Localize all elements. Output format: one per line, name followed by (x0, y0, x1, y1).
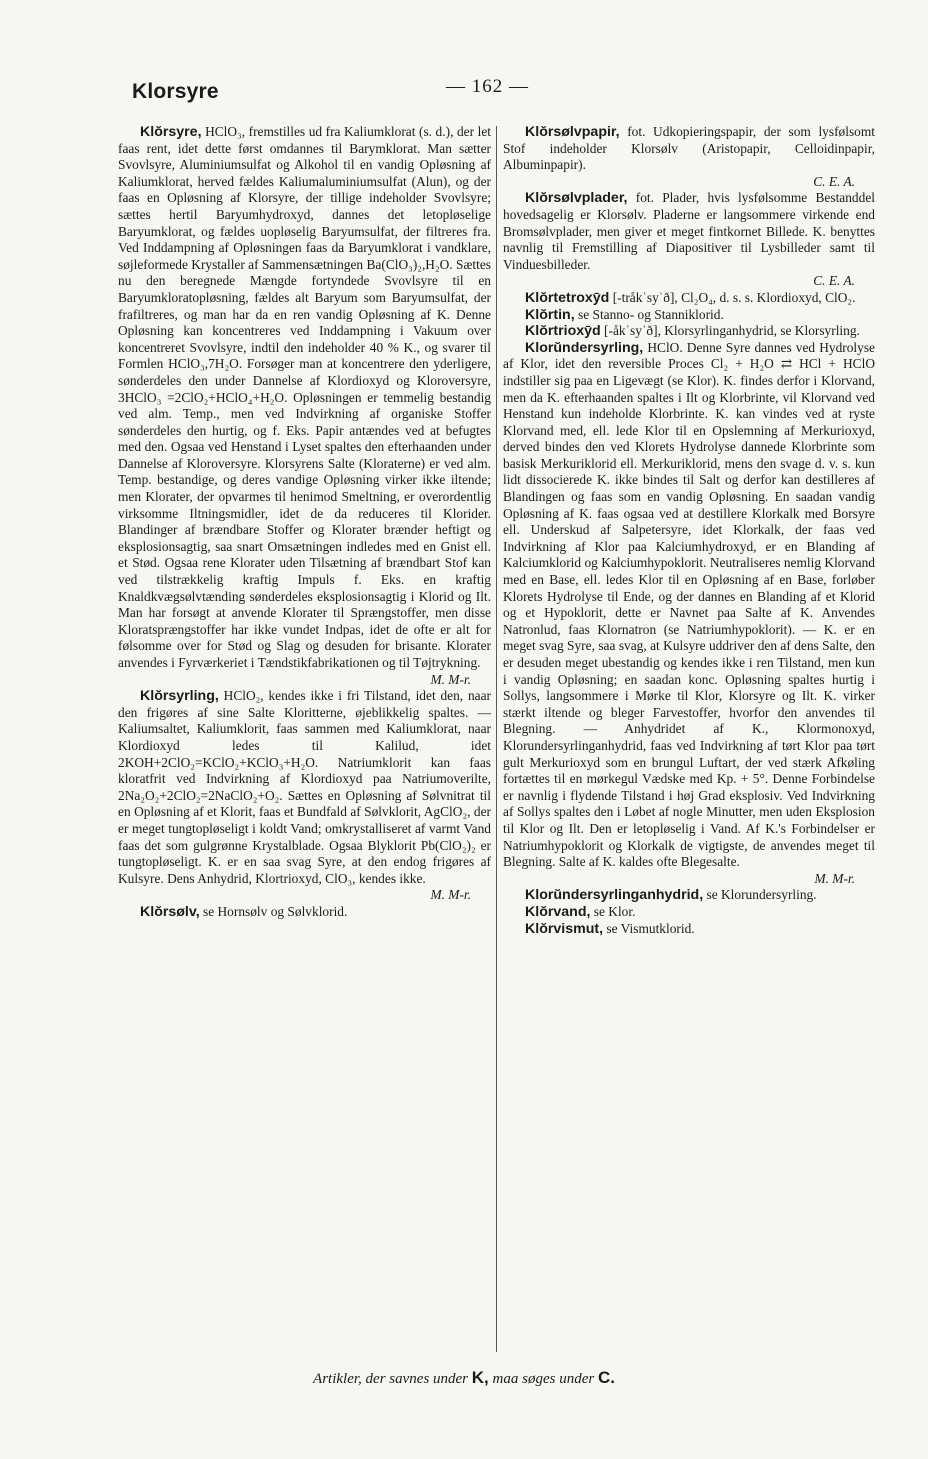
entry-klorsolvplader (503, 190, 875, 273)
entry-text: se Klor. (590, 903, 636, 919)
author-signature: M. M-r. (430, 887, 471, 903)
left-column (118, 124, 491, 921)
headword: Klŏrvand, (525, 903, 591, 920)
entry-text: HClO. Denne Syre dannes ved Hydrolyse af Klor, idet den reversible Proces Cl₂ + H₂O ⇄ HCl + HClO indstiller sig paa en Ligevægt (se Klor). K. findes derfor i Klorvand, men da K. efterhaanden spaltes i Ilt og Klorbrinte, vil Klorvand ved Henstand kun indeholde Klorbrinte. K. kan vindes ved at ryste Klorvand med, ell. lede Klor til en Opslemning af Merkurioxyd, derved bindes den ved Klorets Hydrolyse dannede Klorbrinte som basisk Merkuriklorid ell. Merkuriklorid, mens den svage d. v. s. kun lidt dissocierede K. ikke bindes til Salt og derfor kan destilleres af Blandingen og faas som en vandig Opløsning. En saadan vandig Opløsning af K. faas ogsaa ved at destillere Klorkalk med Borsyre ell. Underskud af Salpetersyre, idet Klorkalk, der faas ved Indvirkning af Klor paa Kalciumhydroxyd, er en Blanding af Kalciumklorid og Kalciumhypoklorit. Neutraliseres nemlig Klorvand med en Base, ell. ledes Klor til en Opløsning af en Base, forløber Klorets Hydrolyse til Ende, og der dannes en Blanding af et Klorid og et Hypoklorit, dette er Navnet paa Salte af K. Anvendes Natronlud, faas Klornatron (se Natriumhypoklorit). — K. er en meget svag Syre, saa svag, at Kulsyre uddriver den af dens Salte, den er desuden meget ubestandig og kendes ikke i ren Tilstand, men kun i vandig Opløsning; en saadan konc. Opløsning spaltes hurtig i Sollys, langsommere i Mørke til Klor, Klorsyre og Ilt. K. virker stærkt iltende og bleger Farvestoffer, hvorfor den anvendes til Blegning. — Anhydridet af K., Klormonoxyd, Klorundersyrlinganhydrid, faas ved Indvirkning af tørt Klor paa tørt gult Merkurioxyd som en brungul Luftart, der ved stærk Afkøling fortættes til en mørkegul Vædske med Kp. + 5°. Denne Forbindelse er navnlig i flydende Tilstand i høj Grad eksplosiv. Ved Indvirkning af Sollys spaltes den i Løbet af nogle Minutter, men uden Eksplosion til Klor og Ilt. Den er letopløselig i Vand. Af K.'s Forbindelser er Natriumhypoklorit og Klorkalk de vigtigste, de anvendes meget til Blegning. Salte af K. kaldes ofte Blegesalte. (503, 339, 875, 870)
entry-text: fot. Plader, hvis lysfølsomme Bestanddel hovedsagelig er Klorsølv. Pladerne er langsommere virkende end Bromsølvplader, men giver et meget fintkornet Billede. K. benyttes navnlig til Fremstilling af Diapositiver til Lysbilleder samt til Vinduesbilleder. (503, 190, 875, 272)
entry-klorvismut (503, 921, 875, 938)
entry-klorsyrling (118, 688, 491, 887)
column-divider (496, 126, 497, 1352)
footer-note (0, 1368, 928, 1388)
entry-klorsyre (118, 124, 491, 672)
author-signature: C. E. A. (813, 273, 855, 289)
entry-text: se Hornsølv og Sølvklorid. (199, 903, 348, 919)
entry-klorvand (503, 904, 875, 921)
author-signature: C. E. A. (813, 173, 855, 189)
entry-klortetroxyd (503, 290, 875, 307)
headword: Klorŭndersyrling, (525, 339, 644, 356)
entry-text: fot. Udkopieringspapir, der som lysfølsomt Stof indeholder Klorsølv (Aristopapir, Celloidinpapir, Albuminpapir). (503, 124, 875, 173)
entry-klortin (503, 307, 875, 324)
author-signature: M. M-r. (430, 671, 471, 687)
running-head-title: Klorsyre (132, 80, 219, 103)
entry-klorsolvpapir (503, 124, 875, 174)
footer-letter-c: C. (597, 1368, 615, 1387)
headword: Klŏrtrioxȳd (525, 323, 601, 340)
headword: Klŏrsyrling, (140, 688, 219, 705)
entry-klorundersyrling (503, 340, 875, 871)
entry-text: se Stanno- og Stanniklorid. (574, 306, 724, 322)
headword: Klŏrsyre, (140, 124, 202, 140)
entry-klorsolv (118, 904, 491, 921)
entry-klorundersyrlinganhydrid (503, 887, 875, 904)
headword: Klorŭndersyrlinganhydrid, (525, 887, 704, 904)
headword: Klŏrsølvplader, (525, 190, 628, 207)
entry-klortrioxyd (503, 323, 875, 340)
author-signature: M. M-r. (814, 870, 855, 886)
entry-text: se Vismutklorid. (603, 920, 695, 936)
entry-text: [-åkˈsyˈð], Klorsyrlinganhydrid, se Klorsyrling. (600, 323, 860, 339)
headword: Klŏrtin, (525, 306, 575, 323)
headword: Klŏrvismut, (525, 920, 604, 937)
footer-letter-k: K, (471, 1368, 489, 1387)
footer-text-before: Artikler, der savnes under (313, 1371, 472, 1387)
entry-text: HClO₂, kendes ikke i fri Tilstand, idet den, naar den frigøres af sine Salte Kloritterne, øjeblikkelig spaltes. — Kaliumsaltet, Kaliumklorit, faas sammen med Kaliumklorat, naar Klordioxyd ledes til Kalilud, idet 2KOH+2ClO₂=KClO₂+KClO₃+H₂O. Natriumklorit kan faas kloratfrit ved Indvirkning af Klordioxyd paa Natriumoverilte, 2Na₂O₂+2ClO₂=2NaClO₂+O₂. Sættes en Opløsning af Sølvnitrat til en Opløsning af et Klorit, faas et Bundfald af Sølvklorit, AgClO₂, der er meget tungtopløseligt i koldt Vand; omkrystalliseret af varmt Vand faas det som gulgrønne Krystalblade. Ogsaa Blyklorit Pb(ClO₂)₂ er tungtopløseligt. K. er en saa svag Syre, at den endog frigøres af Kulsyre. Dens Anhydrid, Klortrioxyd, ClO₃, kendes ikke. (118, 688, 491, 886)
right-column (503, 124, 875, 937)
headword: Klŏrsølv, (140, 903, 200, 920)
running-header (128, 72, 868, 106)
headword: Klŏrsølvpapir, (525, 124, 620, 140)
entry-text: se Klorundersyrling. (703, 887, 817, 903)
entry-text: HClO₃, fremstilles ud fra Kaliumklorat (s. d.), der let faas rent, idet dette først omdannes til Barymklorat. Man sætter Svovlsyre, Aluminiumsulfat og Alkohol til en vandig Opløsning af Kaliumklorat, herved fældes Kaliumaluminiumsulfat (Alun), og der faas en Opløsning af Klorsyre, der tillige indeholder Svovlsyre; sættes hertil Baryumhydroxyd, dannes det letopløselige Baryumklorat, og fældes uopløselig Baryumsulfat, der filtreres fra. Ved Inddampning af Opløsningen faas da Baryumklorat i vandklare, søjleformede Krystaller af Sammensætningen Ba(ClO₃)₂,H₂O. Sættes nu den beregnede Mængde fortyndede Svovlsyre til en Baryumkloratopløsning, fældes alt Baryum som Baryumsulfat, der frafiltreres, og man har da en ren vandig Opløsning af K. Denne Opløsning kan koncentreres ved Inddampning i Vakuum over koncentreret Svovlsyre, indtil den indeholder 40 % K., og svarer til Formlen HClO₃,7H₂O. Forsøger man at koncentrere den yderligere, sønderdeles den under Dannelse af Klordioxyd og Kloroversyre, 3HClO₃ =2ClO₂+HClO₄+H₂O. Opløsningen er temmelig bestandig ved alm. Temp., men ved Indvirkning af organiske Stoffer sønderdeles den hurtig, og f. Eks. Papir antændes ved at befugtes med den. Ogsaa ved Henstand i Lyset spaltes den efterhaanden under Dannelse af Kloroversyre. Klorsyrens Salte (Kloraterne) er ved alm. Temp. bestandige, og deres vandige Opløsning virker ikke iltende; men Klorater, der opvarmes til henimod Smeltning, er overordentlig virksomme Iltningsmidler, idet de da reduceres til Klorider. Blandinger af brændbare Stoffer og Klorater brænder heftigt og eksplosionsagtig, saa snart Omsætningen indledes med en Gnist ell. et Stød. Ogsaa rene Klorater uden Tilsætning af brændbart Stof kan ved tilstrækkelig kraftig Impuls f. Eks. en kraftig Knaldkvægsølvtænding sønderdeles eksplosionsagtig i Klorid og Ilt. Man har forsøgt at anvende Klorater til Sprængstoffer, men disse Kloratsprængstoffer har ikke vundet Indpas, idet de ofte er alt for følsomme over for Stød og Slag og desuden for brisante. Klorater anvendes i Fyrværkeriet i Tændstikfabrikationen og til Tøjtrykning. (118, 124, 491, 670)
page-number: — 162 — (446, 76, 529, 97)
entry-text: [-tråkˈsyˈð], Cl₂O₄, d. s. s. Klordioxyd, ClO₂. (609, 289, 856, 305)
headword: Klŏrtetroxȳd (525, 289, 610, 306)
footer-text-middle: maa søges under (488, 1371, 598, 1387)
